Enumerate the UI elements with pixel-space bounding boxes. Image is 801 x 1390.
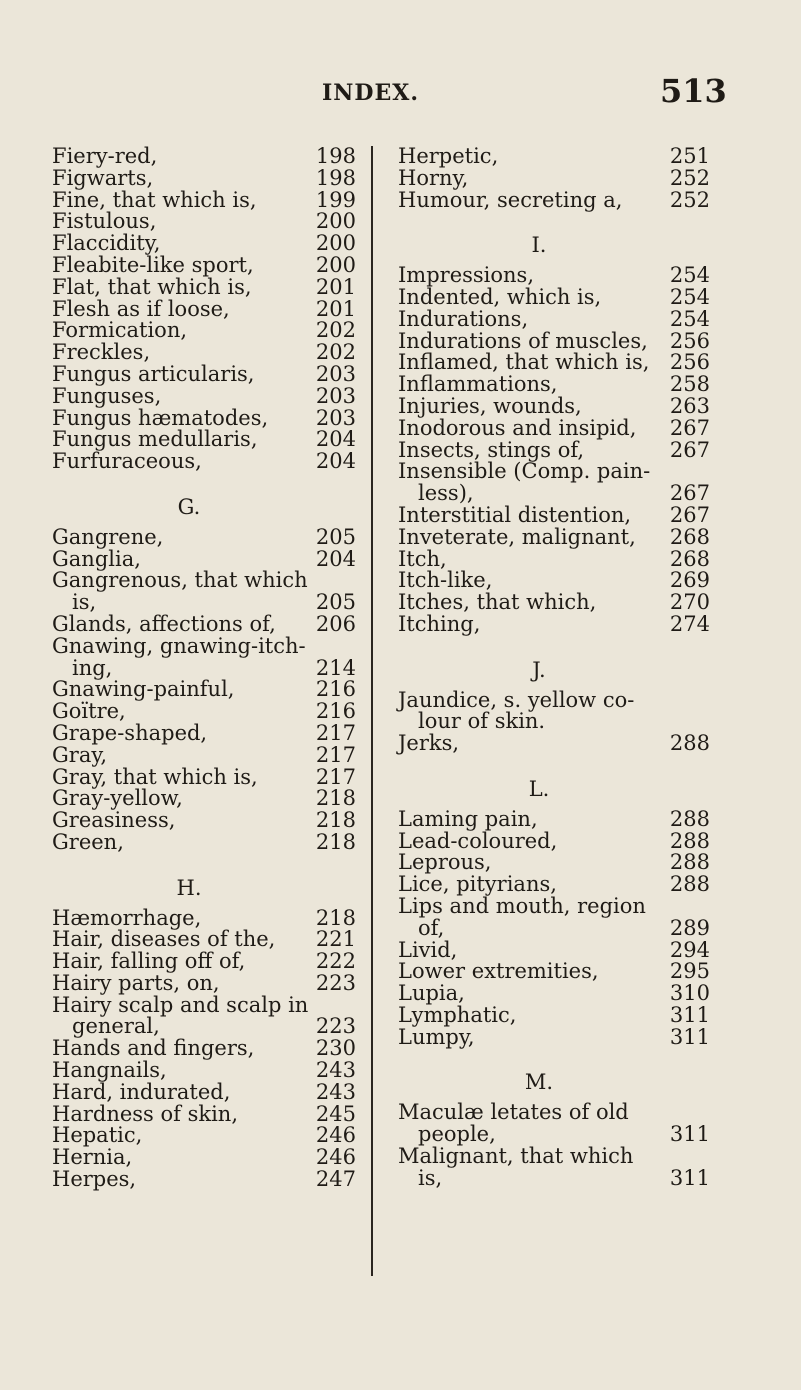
- index-page-ref: 311: [669, 1165, 710, 1190]
- index-entry: [398, 733, 710, 755]
- index-term: Jerks,: [398, 731, 460, 756]
- index-page-ref: 254: [669, 306, 710, 331]
- index-entry: [398, 1165, 710, 1190]
- index-page-ref: 267: [669, 481, 710, 506]
- index-entry: [398, 874, 710, 896]
- index-entry: [398, 611, 710, 636]
- index-page-ref: 246: [315, 1145, 356, 1170]
- index-page-ref: 269: [669, 568, 710, 593]
- index-entry: [398, 828, 710, 853]
- index-group-f: [52, 146, 356, 473]
- index-term: Malignant, that which: [398, 1143, 634, 1168]
- index-page-ref: 222: [315, 949, 356, 974]
- index-term: Inodorous and insipid,: [398, 415, 637, 440]
- index-term: Indurations,: [398, 306, 529, 331]
- index-entry: [52, 405, 356, 430]
- index-term: Humour, secreting a,: [398, 187, 623, 212]
- index-term: Insensible (Comp. pain-: [398, 459, 651, 484]
- index-page-ref: 267: [669, 437, 710, 462]
- index-entry: [52, 252, 356, 277]
- index-page-ref: 200: [315, 209, 356, 234]
- index-entry: [398, 265, 710, 287]
- index-term: Lips and mouth, region: [398, 893, 646, 918]
- index-entry: [52, 905, 356, 930]
- index-entry: [52, 165, 356, 190]
- index-term: Livid,: [398, 937, 458, 962]
- index-entry: [52, 1038, 356, 1060]
- index-page-ref: 221: [315, 927, 356, 952]
- index-page-ref: 216: [315, 677, 356, 702]
- index-term: Funguses,: [52, 383, 162, 408]
- index-entry: [52, 1125, 356, 1147]
- index-page-ref: 201: [315, 274, 356, 299]
- index-page-ref: 203: [315, 405, 356, 430]
- index-entry: [398, 524, 710, 549]
- index-entry: [398, 1124, 710, 1146]
- index-entry: [398, 711, 710, 733]
- index-entry: [398, 374, 710, 396]
- index-term: Grape-shaped,: [52, 720, 208, 745]
- index-entry: [398, 165, 710, 190]
- index-entry: [52, 701, 356, 723]
- index-entry: [52, 829, 356, 854]
- index-page-ref: 200: [315, 231, 356, 256]
- index-term: general,: [72, 1014, 160, 1039]
- index-page-ref: 218: [315, 905, 356, 930]
- index-group-m: [398, 1102, 710, 1189]
- index-term: Furfuraceous,: [52, 449, 202, 474]
- index-page-ref: 203: [315, 361, 356, 386]
- index-group-h: [52, 905, 356, 1192]
- index-term: Gray, that which is,: [52, 764, 258, 789]
- index-group-j: [398, 687, 710, 756]
- index-page-ref: 205: [315, 590, 356, 615]
- index-term: Insects, stings of,: [398, 437, 585, 462]
- index-entry: [398, 570, 710, 592]
- index-term: Leprous,: [398, 850, 492, 875]
- index-term: Hæmorrhage,: [52, 905, 202, 930]
- index-term: Fungus hæmatodes,: [52, 405, 269, 430]
- index-term: Fleabite-like sport,: [52, 252, 254, 277]
- index-page-ref: 288: [669, 828, 710, 853]
- index-page-ref: 223: [315, 970, 356, 995]
- index-entry: [398, 546, 710, 571]
- index-term: Indurations of muscles,: [398, 328, 648, 353]
- index-term: Interstitial distention,: [398, 502, 632, 527]
- index-term: lour of skin.: [418, 709, 546, 734]
- index-term: of,: [418, 915, 445, 940]
- index-page-ref: 198: [315, 144, 356, 168]
- index-term: Lymphatic,: [398, 1002, 517, 1027]
- index-page-ref: 204: [315, 546, 356, 571]
- index-entry: [398, 1102, 710, 1124]
- index-term: Fiery-red,: [52, 144, 158, 168]
- index-page-ref: 294: [669, 937, 710, 962]
- index-term: Hernia,: [52, 1145, 133, 1170]
- index-term: Herpetic,: [398, 144, 499, 168]
- index-term: Figwarts,: [52, 165, 154, 190]
- index-entry: [52, 1016, 356, 1038]
- index-term: Glands, affections of,: [52, 611, 276, 636]
- index-term: Ganglia,: [52, 546, 141, 571]
- index-entry: [52, 233, 356, 255]
- index-term: Lead-coloured,: [398, 828, 558, 853]
- index-entry: [52, 1169, 356, 1191]
- index-entry: [52, 929, 356, 951]
- section-letter-g: G.: [177, 494, 201, 519]
- index-column-right: [398, 146, 710, 1189]
- page-number: 513: [660, 72, 727, 110]
- index-entry: [52, 546, 356, 571]
- index-page-ref: 288: [669, 731, 710, 756]
- index-page-ref: 203: [315, 383, 356, 408]
- index-term: Lupia,: [398, 981, 465, 1006]
- index-entry: [398, 806, 710, 831]
- index-entry: [398, 187, 710, 212]
- index-term: Horny,: [398, 165, 469, 190]
- index-page-ref: 218: [315, 808, 356, 833]
- index-page-ref: 223: [315, 1014, 356, 1039]
- index-page-ref: 267: [669, 415, 710, 440]
- index-entry: [52, 524, 356, 549]
- index-group-h-continued: [398, 146, 710, 211]
- index-term: Injuries, wounds,: [398, 393, 582, 418]
- index-page-ref: 217: [315, 720, 356, 745]
- column-divider: [371, 146, 373, 1276]
- index-entry: [52, 274, 356, 299]
- index-term: Impressions,: [398, 263, 535, 288]
- index-page-ref: 252: [669, 187, 710, 212]
- index-term: Flaccidity,: [52, 231, 161, 256]
- index-term: Lumpy,: [398, 1024, 475, 1049]
- index-entry: [52, 1079, 356, 1104]
- index-entry: [398, 461, 710, 483]
- index-entry: [52, 451, 356, 473]
- index-page-ref: 251: [669, 144, 710, 168]
- index-entry: [52, 788, 356, 810]
- index-term: Hardness of skin,: [52, 1101, 239, 1126]
- index-group-g: [52, 524, 356, 854]
- index-term: Hangnails,: [52, 1058, 167, 1083]
- index-entry: [52, 1101, 356, 1126]
- index-term: Hair, diseases of the,: [52, 927, 276, 952]
- index-page-ref: 204: [315, 427, 356, 452]
- index-page-ref: 247: [315, 1167, 356, 1192]
- index-entry: [398, 1143, 710, 1168]
- index-term: Gray-yellow,: [52, 786, 183, 811]
- index-term: Hair, falling off of,: [52, 949, 246, 974]
- index-term: Inveterate, malignant,: [398, 524, 636, 549]
- index-term: Hands and fingers,: [52, 1036, 255, 1061]
- index-page-ref: 274: [669, 611, 710, 636]
- index-page-ref: 243: [315, 1058, 356, 1083]
- index-entry: [398, 961, 710, 983]
- index-term: Hairy parts, on,: [52, 970, 220, 995]
- index-page-ref: 256: [669, 350, 710, 375]
- index-page-ref: 245: [315, 1101, 356, 1126]
- index-page-ref: 310: [669, 981, 710, 1006]
- index-entry: [398, 437, 710, 462]
- index-page-ref: 214: [315, 655, 356, 680]
- section-letter-l: L.: [528, 776, 550, 801]
- running-header-title: INDEX.: [322, 80, 419, 106]
- index-page-ref: 198: [315, 165, 356, 190]
- index-page-ref: 202: [315, 318, 356, 343]
- index-page-ref: 206: [315, 611, 356, 636]
- index-term: is,: [72, 590, 97, 615]
- index-term: Freckles,: [52, 340, 151, 365]
- index-entry: [52, 320, 356, 342]
- index-page-ref: 288: [669, 872, 710, 897]
- index-term: Fungus articularis,: [52, 361, 255, 386]
- index-term: Greasiness,: [52, 808, 176, 833]
- index-entry: [398, 937, 710, 962]
- index-page-ref: 217: [315, 764, 356, 789]
- index-page-ref: 270: [669, 590, 710, 615]
- index-term: Fistulous,: [52, 209, 157, 234]
- index-term: Maculæ letates of old: [398, 1100, 629, 1125]
- index-entry: [52, 764, 356, 789]
- index-page-ref: 289: [669, 915, 710, 940]
- index-term: Formication,: [52, 318, 188, 343]
- index-entry: [52, 970, 356, 995]
- index-entry: [52, 1060, 356, 1082]
- index-page-ref: 230: [315, 1036, 356, 1061]
- index-group-i: [398, 265, 710, 636]
- index-entry: [398, 1024, 710, 1049]
- index-entry: [398, 852, 710, 874]
- index-term: less),: [418, 481, 474, 506]
- index-entry: [52, 296, 356, 321]
- index-entry: [52, 187, 356, 212]
- index-entry: [52, 611, 356, 636]
- index-entry: [398, 146, 710, 168]
- index-group-l: [398, 806, 710, 1049]
- index-page-ref: 204: [315, 449, 356, 474]
- index-term: Hairy scalp and scalp in: [52, 992, 309, 1017]
- index-entry: [398, 893, 710, 918]
- index-entry: [398, 502, 710, 527]
- index-term: is,: [418, 1165, 443, 1190]
- index-term: Gray,: [52, 742, 108, 767]
- index-page-ref: 295: [669, 959, 710, 984]
- index-entry: [398, 687, 710, 712]
- index-page-ref: 200: [315, 252, 356, 277]
- index-entry: [52, 592, 356, 614]
- section-letter-i: I.: [531, 233, 547, 258]
- index-term: Herpes,: [52, 1167, 137, 1192]
- index-term: Lice, pityrians,: [398, 872, 557, 897]
- index-page-ref: 268: [669, 546, 710, 571]
- index-page-ref: 256: [669, 328, 710, 353]
- index-page-ref: 217: [315, 742, 356, 767]
- index-page-ref: 202: [315, 340, 356, 365]
- index-page-ref: 268: [669, 524, 710, 549]
- index-term: Hard, indurated,: [52, 1079, 231, 1104]
- index-entry: [52, 1147, 356, 1169]
- index-column-left: [52, 146, 356, 1191]
- index-page-ref: 263: [669, 393, 710, 418]
- index-entry: [52, 633, 356, 658]
- index-entry: [52, 679, 356, 701]
- index-entry: [52, 720, 356, 745]
- index-page-ref: 311: [669, 1002, 710, 1027]
- index-term: Gnawing, gnawing-itch-: [52, 633, 306, 658]
- index-page-ref: 254: [669, 263, 710, 288]
- index-page-ref: 252: [669, 165, 710, 190]
- index-entry: [52, 361, 356, 386]
- index-term: Itching,: [398, 611, 481, 636]
- index-term: ing,: [72, 655, 113, 680]
- index-entry: [398, 1002, 710, 1027]
- index-page-ref: 243: [315, 1079, 356, 1104]
- section-letter-h: H.: [176, 875, 202, 900]
- index-entry: [398, 352, 710, 374]
- index-entry: [398, 306, 710, 331]
- index-page-ref: 218: [315, 829, 356, 854]
- index-entry: [52, 146, 356, 168]
- index-entry: [52, 655, 356, 680]
- index-term: Fungus medullaris,: [52, 427, 258, 452]
- index-term: Itch-like,: [398, 568, 493, 593]
- index-entry: [52, 383, 356, 408]
- index-entry: [52, 810, 356, 832]
- index-entry: [398, 915, 710, 940]
- index-term: Itch,: [398, 546, 447, 571]
- index-entry: [398, 328, 710, 353]
- index-entry: [398, 284, 710, 309]
- index-page-ref: 246: [315, 1123, 356, 1148]
- index-term: Indented, which is,: [398, 284, 602, 309]
- index-term: Flesh as if loose,: [52, 296, 230, 321]
- index-entry: [52, 429, 356, 451]
- index-entry: [52, 742, 356, 767]
- index-entry: [52, 992, 356, 1017]
- index-page-ref: 201: [315, 296, 356, 321]
- index-term: Gnawing-painful,: [52, 677, 235, 702]
- index-term: Fine, that which is,: [52, 187, 257, 212]
- index-page-ref: 199: [315, 187, 356, 212]
- index-page-ref: 267: [669, 502, 710, 527]
- index-entry: [398, 415, 710, 440]
- index-term: Goïtre,: [52, 699, 126, 724]
- index-term: Inflammations,: [398, 372, 558, 397]
- index-page-ref: 311: [669, 1024, 710, 1049]
- index-term: Jaundice, s. yellow co-: [398, 687, 635, 712]
- index-entry: [398, 483, 710, 505]
- section-letter-m: M.: [524, 1070, 554, 1095]
- index-page-ref: 254: [669, 284, 710, 309]
- index-entry: [52, 211, 356, 233]
- index-term: Green,: [52, 829, 124, 854]
- index-term: Lower extremities,: [398, 959, 599, 984]
- index-term: Inflamed, that which is,: [398, 350, 650, 375]
- index-page-ref: 288: [669, 806, 710, 831]
- index-page-ref: 205: [315, 524, 356, 549]
- index-term: Gangrene,: [52, 524, 164, 549]
- index-entry: [398, 393, 710, 418]
- index-page-ref: 258: [669, 372, 710, 397]
- index-term: Laming pain,: [398, 806, 538, 831]
- index-entry: [398, 592, 710, 614]
- index-term: people,: [418, 1122, 496, 1147]
- index-term: Flat, that which is,: [52, 274, 252, 299]
- index-entry: [398, 983, 710, 1005]
- index-page-ref: 218: [315, 786, 356, 811]
- index-term: Itches, that which,: [398, 590, 597, 615]
- index-page-ref: 288: [669, 850, 710, 875]
- section-letter-j: J.: [532, 657, 546, 682]
- index-page-ref: 311: [669, 1122, 710, 1147]
- index-entry: [52, 570, 356, 592]
- index-entry: [52, 951, 356, 973]
- index-term: Gangrenous, that which: [52, 568, 308, 593]
- index-term: Hepatic,: [52, 1123, 143, 1148]
- index-page-ref: 216: [315, 699, 356, 724]
- index-entry: [52, 342, 356, 364]
